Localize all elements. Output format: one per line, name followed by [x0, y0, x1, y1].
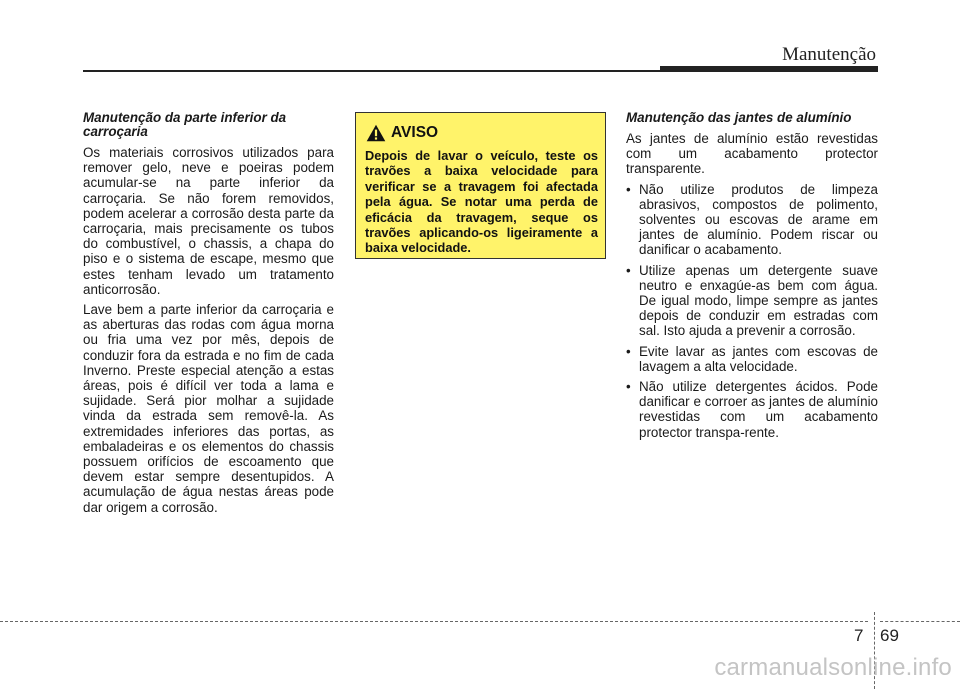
- list-item: [626, 182, 878, 258]
- warning-title: AVISO: [391, 124, 439, 141]
- paragraph: Os materiais corrosivos utilizados para remover gelo, neve e poeiras podem acumular-se na parte inferior da carroçaria. Se não forem removidos, podem acelerar a corrosão desta parte da carroçaria, mais precisamente os tubos do combustível, o chassis, a chapa do piso e o sistema de escape, mesmo que estes tenham levado um tratamento anticorrosão.: [83, 145, 334, 297]
- list-item-text: Não utilize produtos de limpeza abrasivos, compostos de polimento, solventes ou escovas de arame em jantes de alumínio. Podem riscar ou danificar o acabamento.: [639, 181, 878, 258]
- section-heading-alloy-wheels: Manutenção das jantes de alumínio: [626, 110, 852, 125]
- warning-box: [355, 112, 606, 259]
- page-number: 69: [880, 626, 899, 645]
- list-item: [626, 263, 878, 339]
- watermark: carmanualsonline.info: [714, 654, 952, 681]
- bullet-dot: •: [626, 181, 631, 197]
- bullet-dot: •: [626, 379, 631, 395]
- warning-triangle-icon: [366, 124, 386, 142]
- right-column: [626, 111, 878, 445]
- list-item-text: Evite lavar as jantes com escovas de lavagem a alta velocidade.: [639, 343, 878, 374]
- list-item-text: Utilize apenas um detergente suave neutro e enxagúe-as bem com água. De igual modo, limpe sempre as jantes depois de conduzir em estradas com sal. Isto ajuda a prevenir a corrosão.: [639, 262, 878, 339]
- bullet-list: [626, 182, 878, 440]
- page-header-title: Manutenção: [782, 44, 876, 65]
- paragraph: Lave bem a parte inferior da carroçaria e as aberturas das rodas com água morna ou fria uma vez por mês, depois de conduzir fora da estrada e no fim de cada Inverno. Preste especial atenção a estas áreas, pois é difícil ver toda a lama e sujidade. Será pior molhar a sujidade vinda da estrada sem removê-la. As extremidades inferiores das portas, as embaladeiras e os elementos do chassis possuem orifícios de escoamento que devem estar sempre desentupidos. A acumulação de água nestas áreas pode dar origem a corrosão.: [83, 302, 334, 515]
- left-column: [83, 111, 334, 520]
- bullet-dot: •: [626, 262, 631, 278]
- footer-rule-right: [880, 621, 960, 622]
- list-item: [626, 344, 878, 374]
- intro-paragraph: As jantes de alumínio estão revestidas com um acabamento protector transparente.: [626, 131, 878, 177]
- bullet-dot: •: [626, 343, 631, 359]
- header-rule-thin: [83, 70, 663, 72]
- list-item: [626, 379, 878, 440]
- header-rule-thick: [660, 66, 878, 72]
- warning-header: [366, 124, 438, 142]
- section-heading-underbody: Manutenção da parte inferior da carroçaria: [83, 110, 287, 139]
- chapter-number: 7: [854, 626, 864, 645]
- list-item-text: Não utilize detergentes ácidos. Pode danificar e corroer as jantes de alumínio revestidas com um acabamento protector transpa-rente.: [639, 379, 878, 440]
- footer-rule-left: [0, 621, 868, 622]
- warning-text: Depois de lavar o veículo, teste os travões a baixa velocidade para verificar se a travagem foi afectada pela água. Se notar uma perda de eficácia da travagem, seque os travões aplicando-os ligeiramente a baixa velocidade.: [365, 148, 598, 256]
